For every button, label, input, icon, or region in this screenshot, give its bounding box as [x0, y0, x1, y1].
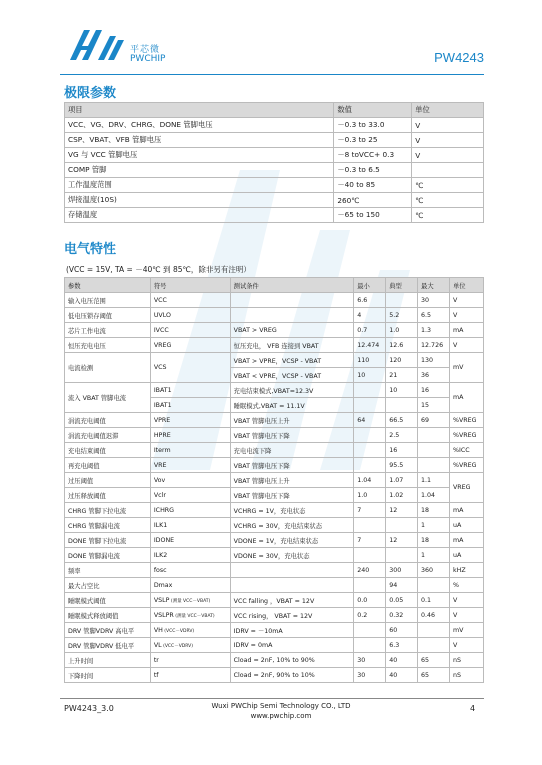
cell-condition: VBAT 管脚电压下降 — [230, 458, 354, 473]
table-header-row — [65, 278, 484, 293]
cell-typ: 0.05 — [386, 593, 418, 608]
logo-cn-text: 平芯微 — [130, 45, 161, 55]
cell-condition: VCC falling ，VBAT = 12V — [230, 593, 354, 608]
table-row — [65, 533, 484, 548]
cell-symbol: IDONE — [150, 533, 230, 548]
footer-page-number: 4 — [470, 704, 476, 713]
cell-max: 130 — [418, 353, 450, 368]
cell-value: －40 to 85 — [334, 178, 412, 193]
cell-symbol: VRE — [150, 458, 230, 473]
cell-item: CSP、VBAT、VFB 管脚电压 — [65, 133, 334, 148]
cell-symbol: Vclr — [150, 488, 230, 503]
cell-min — [354, 458, 386, 473]
cell-unit: nS — [450, 668, 484, 683]
cell-typ: 6.3 — [386, 638, 418, 653]
column-header: 参数 — [65, 278, 151, 293]
table-row — [65, 178, 484, 193]
cell-symbol: tf — [150, 668, 230, 683]
table-row — [65, 593, 484, 608]
cell-parameter: 涓流充电阈值 — [65, 413, 151, 428]
cell-parameter: 低电压锁存阈值 — [65, 308, 151, 323]
cell-parameter: 睡眠模式阈值 — [65, 593, 151, 608]
cell-unit: %VREG — [450, 458, 484, 473]
cell-item: 存储温度 — [65, 208, 334, 223]
cell-symbol: VL (VCC－VDRV) — [150, 638, 230, 653]
cell-typ: 95.5 — [386, 458, 418, 473]
column-header: 最大 — [418, 278, 450, 293]
symbol-note: (测量 VCC－VBAT) — [173, 613, 215, 619]
cell-item: VCC、VG、DRV、CHRG、DONE 管脚电压 — [65, 118, 334, 133]
cell-parameter: 下降时间 — [65, 668, 151, 683]
cell-parameter: CHRG 管脚下拉电流 — [65, 503, 151, 518]
cell-max — [418, 578, 450, 593]
cell-condition: VBAT 管脚电压上升 — [230, 413, 354, 428]
cell-min: 240 — [354, 563, 386, 578]
cell-symbol: VH (VCC－VDRV) — [150, 623, 230, 638]
cell-condition: IDRV = －10mA — [230, 623, 354, 638]
cell-max — [418, 638, 450, 653]
table-row — [65, 118, 484, 133]
cell-typ — [386, 398, 418, 413]
cell-condition: VBAT 管脚电压上升 — [230, 473, 354, 488]
cell-max: 0.46 — [418, 608, 450, 623]
cell-unit: uA — [450, 548, 484, 563]
cell-typ — [386, 548, 418, 563]
cell-value: －0.3 to 33.0 — [334, 118, 412, 133]
cell-item: VG 与 VCC 管脚电压 — [65, 148, 334, 163]
cell-condition: 睡眠模式,VBAT = 11.1V — [230, 398, 354, 413]
cell-min — [354, 548, 386, 563]
company-logo — [68, 26, 188, 70]
cell-min — [354, 443, 386, 458]
cell-typ: 66.5 — [386, 413, 418, 428]
cell-unit: % — [450, 578, 484, 593]
cell-value: －0.3 to 25 — [334, 133, 412, 148]
cell-value: －8 toVCC+ 0.3 — [334, 148, 412, 163]
cell-typ — [386, 518, 418, 533]
cell-typ: 12 — [386, 503, 418, 518]
cell-typ: 1.07 — [386, 473, 418, 488]
cell-condition — [230, 578, 354, 593]
cell-unit: mA — [450, 323, 484, 338]
cell-parameter: 上升时间 — [65, 653, 151, 668]
cell-min: 1.0 — [354, 488, 386, 503]
cell-value: －65 to 150 — [334, 208, 412, 223]
cell-value: －0.3 to 6.5 — [334, 163, 412, 178]
cell-max: 12.726 — [418, 338, 450, 353]
column-header: 符号 — [150, 278, 230, 293]
cell-min: 12.474 — [354, 338, 386, 353]
cell-unit: V — [412, 118, 484, 133]
cell-typ: 40 — [386, 668, 418, 683]
cell-condition: VBAT 管脚电压下降 — [230, 488, 354, 503]
cell-min: 10 — [354, 368, 386, 383]
cell-min: 110 — [354, 353, 386, 368]
cell-max: 1 — [418, 518, 450, 533]
cell-parameter: DRV 管脚VDRV 高电平 — [65, 623, 151, 638]
cell-unit: mA — [450, 533, 484, 548]
cell-unit: V — [450, 593, 484, 608]
cell-min — [354, 638, 386, 653]
cell-typ: 2.5 — [386, 428, 418, 443]
cell-symbol: Vov — [150, 473, 230, 488]
table-row — [65, 578, 484, 593]
cell-symbol: IBAT1 — [150, 383, 230, 398]
cell-max: 69 — [418, 413, 450, 428]
cell-symbol: IVCC — [150, 323, 230, 338]
table-row — [65, 148, 484, 163]
table-row — [65, 638, 484, 653]
cell-typ: 12 — [386, 533, 418, 548]
table-row — [65, 413, 484, 428]
table-row — [65, 518, 484, 533]
footer-website: www.pwchip.com — [250, 712, 312, 720]
column-header: 数值 — [334, 103, 412, 118]
column-header: 测试条件 — [230, 278, 354, 293]
cell-min — [354, 623, 386, 638]
cell-max — [418, 623, 450, 638]
cell-max: 1.04 — [418, 488, 450, 503]
section-title-electrical: 电气特性 — [64, 242, 117, 257]
cell-unit: V — [450, 293, 484, 308]
cell-max: 18 — [418, 503, 450, 518]
cell-min: 64 — [354, 413, 386, 428]
cell-typ: 21 — [386, 368, 418, 383]
cell-unit: mA — [450, 383, 484, 413]
cell-min: 0.7 — [354, 323, 386, 338]
cell-unit: ℃ — [412, 208, 484, 223]
table-row — [65, 473, 484, 488]
cell-condition: VBAT > VREG — [230, 323, 354, 338]
cell-symbol: VCC — [150, 293, 230, 308]
test-condition-note: (VCC = 15V, TA = －40℃ 到 85℃，除非另有注明） — [66, 265, 251, 274]
cell-parameter: 过压阈值 — [65, 473, 151, 488]
cell-unit: V — [412, 133, 484, 148]
table-row — [65, 608, 484, 623]
cell-symbol: VSLPR (测量 VCC－VBAT) — [150, 608, 230, 623]
cell-max: 1.3 — [418, 323, 450, 338]
column-header: 最小 — [354, 278, 386, 293]
cell-condition: VCHRG = 1V，充电状态 — [230, 503, 354, 518]
pwchip-logo-icon — [68, 26, 128, 66]
cell-symbol: VREG — [150, 338, 230, 353]
cell-max: 15 — [418, 398, 450, 413]
cell-min: 0.2 — [354, 608, 386, 623]
symbol-note: (VCC－VDRV) — [162, 628, 195, 634]
cell-parameter: 过压释放阈值 — [65, 488, 151, 503]
cell-unit: V — [412, 148, 484, 163]
cell-unit: ℃ — [412, 193, 484, 208]
cell-condition: VBAT 管脚电压下降 — [230, 428, 354, 443]
table-row — [65, 193, 484, 208]
cell-parameter: 再充电阈值 — [65, 458, 151, 473]
cell-condition — [230, 293, 354, 308]
cell-parameter: 电流检测 — [65, 353, 151, 383]
cell-parameter: 恒压充电电压 — [65, 338, 151, 353]
cell-typ: 40 — [386, 653, 418, 668]
cell-max: 6.5 — [418, 308, 450, 323]
cell-unit: kHZ — [450, 563, 484, 578]
cell-symbol: HPRE — [150, 428, 230, 443]
cell-min: 4 — [354, 308, 386, 323]
cell-max: 18 — [418, 533, 450, 548]
cell-unit: mV — [450, 623, 484, 638]
table-row — [65, 563, 484, 578]
footer-doc-id: PW4243_3.0 — [64, 704, 114, 713]
cell-max — [418, 458, 450, 473]
cell-symbol: Iterm — [150, 443, 230, 458]
cell-min: 1.04 — [354, 473, 386, 488]
cell-parameter: DONE 管脚漏电流 — [65, 548, 151, 563]
cell-min — [354, 383, 386, 398]
table-row — [65, 443, 484, 458]
table-row — [65, 488, 484, 503]
column-header: 单位 — [412, 103, 484, 118]
column-header: 项目 — [65, 103, 334, 118]
cell-condition: VCHRG = 30V，充电结束状态 — [230, 518, 354, 533]
table-row — [65, 353, 484, 368]
cell-min: 30 — [354, 653, 386, 668]
cell-unit: ℃ — [412, 178, 484, 193]
cell-parameter: DRV 管脚VDRV 低电平 — [65, 638, 151, 653]
absolute-max-table — [64, 102, 484, 223]
cell-min: 0.0 — [354, 593, 386, 608]
table-row — [65, 458, 484, 473]
table-row — [65, 208, 484, 223]
cell-condition — [230, 308, 354, 323]
cell-condition: Cload = 2nF, 10% to 90% — [230, 653, 354, 668]
cell-parameter: 流入 VBAT 管脚电流 — [65, 383, 151, 413]
cell-condition: VBAT > VPRE，VCSP - VBAT — [230, 353, 354, 368]
cell-unit: V — [450, 338, 484, 353]
table-row — [65, 163, 484, 178]
cell-max: 1 — [418, 548, 450, 563]
symbol-note: (测量 VCC－VBAT) — [169, 598, 211, 604]
cell-parameter: 频率 — [65, 563, 151, 578]
cell-symbol: VPRE — [150, 413, 230, 428]
cell-condition: Cload = 2nF, 90% to 10% — [230, 668, 354, 683]
cell-max: 36 — [418, 368, 450, 383]
cell-min: 30 — [354, 668, 386, 683]
cell-condition: 恒压充电， VFB 连接到 VBAT — [230, 338, 354, 353]
cell-typ: 1.0 — [386, 323, 418, 338]
cell-min — [354, 398, 386, 413]
cell-min: 6.6 — [354, 293, 386, 308]
logo-en-text: PWCHIP — [130, 54, 166, 64]
table-row — [65, 548, 484, 563]
symbol-note: (VCC－VDRV) — [161, 643, 193, 649]
cell-unit: %ICC — [450, 443, 484, 458]
cell-symbol: VSLP (测量 VCC－VBAT) — [150, 593, 230, 608]
cell-unit: nS — [450, 653, 484, 668]
table-row — [65, 338, 484, 353]
cell-parameter: DONE 管脚下拉电流 — [65, 533, 151, 548]
cell-max: 65 — [418, 653, 450, 668]
cell-symbol: IBAT1 — [150, 398, 230, 413]
cell-min — [354, 428, 386, 443]
table-row — [65, 668, 484, 683]
cell-condition: VDONE = 1V，充电结束状态 — [230, 533, 354, 548]
cell-item: COMP 管脚 — [65, 163, 334, 178]
cell-typ: 16 — [386, 443, 418, 458]
table-row — [65, 308, 484, 323]
cell-max: 360 — [418, 563, 450, 578]
cell-item: 焊接温度(10S) — [65, 193, 334, 208]
cell-unit: V — [450, 308, 484, 323]
electrical-characteristics-table — [64, 277, 484, 683]
cell-typ — [386, 293, 418, 308]
cell-max: 30 — [418, 293, 450, 308]
cell-max — [418, 443, 450, 458]
cell-typ: 60 — [386, 623, 418, 638]
cell-unit: mA — [450, 503, 484, 518]
cell-typ: 94 — [386, 578, 418, 593]
cell-condition: 充电电流下降 — [230, 443, 354, 458]
table-row — [65, 383, 484, 398]
cell-unit: uA — [450, 518, 484, 533]
table-row — [65, 293, 484, 308]
cell-max: 0.1 — [418, 593, 450, 608]
cell-parameter: 涓流充电阈值迟滞 — [65, 428, 151, 443]
cell-max: 1.1 — [418, 473, 450, 488]
cell-min: 7 — [354, 503, 386, 518]
cell-unit: mV — [450, 353, 484, 383]
column-header: 单位 — [450, 278, 484, 293]
cell-unit: %VREG — [450, 428, 484, 443]
section-title-absolute-max: 极限参数 — [64, 86, 117, 101]
table-row — [65, 323, 484, 338]
cell-unit: V — [450, 608, 484, 623]
footer-company-name: Wuxi PWChip Semi Technology CO., LTD — [211, 702, 351, 710]
cell-condition — [230, 563, 354, 578]
cell-condition: IDRV = 0mA — [230, 638, 354, 653]
cell-parameter: 输入电压范围 — [65, 293, 151, 308]
column-header: 典型 — [386, 278, 418, 293]
cell-symbol: tr — [150, 653, 230, 668]
cell-max — [418, 428, 450, 443]
cell-typ: 0.32 — [386, 608, 418, 623]
cell-condition: VCC rising， VBAT = 12V — [230, 608, 354, 623]
table-row — [65, 133, 484, 148]
cell-typ: 300 — [386, 563, 418, 578]
cell-typ: 120 — [386, 353, 418, 368]
cell-unit: %VREG — [450, 413, 484, 428]
cell-symbol: UVLO — [150, 308, 230, 323]
table-row — [65, 623, 484, 638]
cell-typ: 10 — [386, 383, 418, 398]
cell-min — [354, 578, 386, 593]
cell-parameter: CHRG 管脚漏电流 — [65, 518, 151, 533]
page-header — [60, 20, 484, 76]
table-row — [65, 503, 484, 518]
cell-value: 260℃ — [334, 193, 412, 208]
cell-symbol: ILK1 — [150, 518, 230, 533]
table-row — [65, 428, 484, 443]
cell-symbol: Dmax — [150, 578, 230, 593]
cell-max: 65 — [418, 668, 450, 683]
footer-company — [196, 702, 366, 720]
cell-symbol: ICHRG — [150, 503, 230, 518]
cell-typ: 5.2 — [386, 308, 418, 323]
cell-unit: VREG — [450, 473, 484, 503]
cell-min — [354, 518, 386, 533]
part-number: PW4243 — [434, 50, 484, 65]
table-row — [65, 653, 484, 668]
cell-min: 7 — [354, 533, 386, 548]
header-divider — [60, 74, 484, 75]
table-header-row — [65, 103, 484, 118]
cell-max: 16 — [418, 383, 450, 398]
cell-parameter: 最大占空比 — [65, 578, 151, 593]
cell-parameter: 睡眠模式释放阈值 — [65, 608, 151, 623]
cell-typ: 12.6 — [386, 338, 418, 353]
cell-typ: 1.02 — [386, 488, 418, 503]
cell-symbol: fosc — [150, 563, 230, 578]
footer-divider — [60, 698, 484, 699]
cell-unit: V — [450, 638, 484, 653]
cell-condition: 充电结束模式,VBAT=12.3V — [230, 383, 354, 398]
cell-symbol: VCS — [150, 353, 230, 383]
cell-parameter: 充电结束阈值 — [65, 443, 151, 458]
cell-parameter: 芯片工作电流 — [65, 323, 151, 338]
cell-condition: VDONE = 30V，充电状态 — [230, 548, 354, 563]
cell-item: 工作温度范围 — [65, 178, 334, 193]
cell-unit — [412, 163, 484, 178]
cell-condition: VBAT < VPRE，VCSP - VBAT — [230, 368, 354, 383]
cell-symbol: ILK2 — [150, 548, 230, 563]
